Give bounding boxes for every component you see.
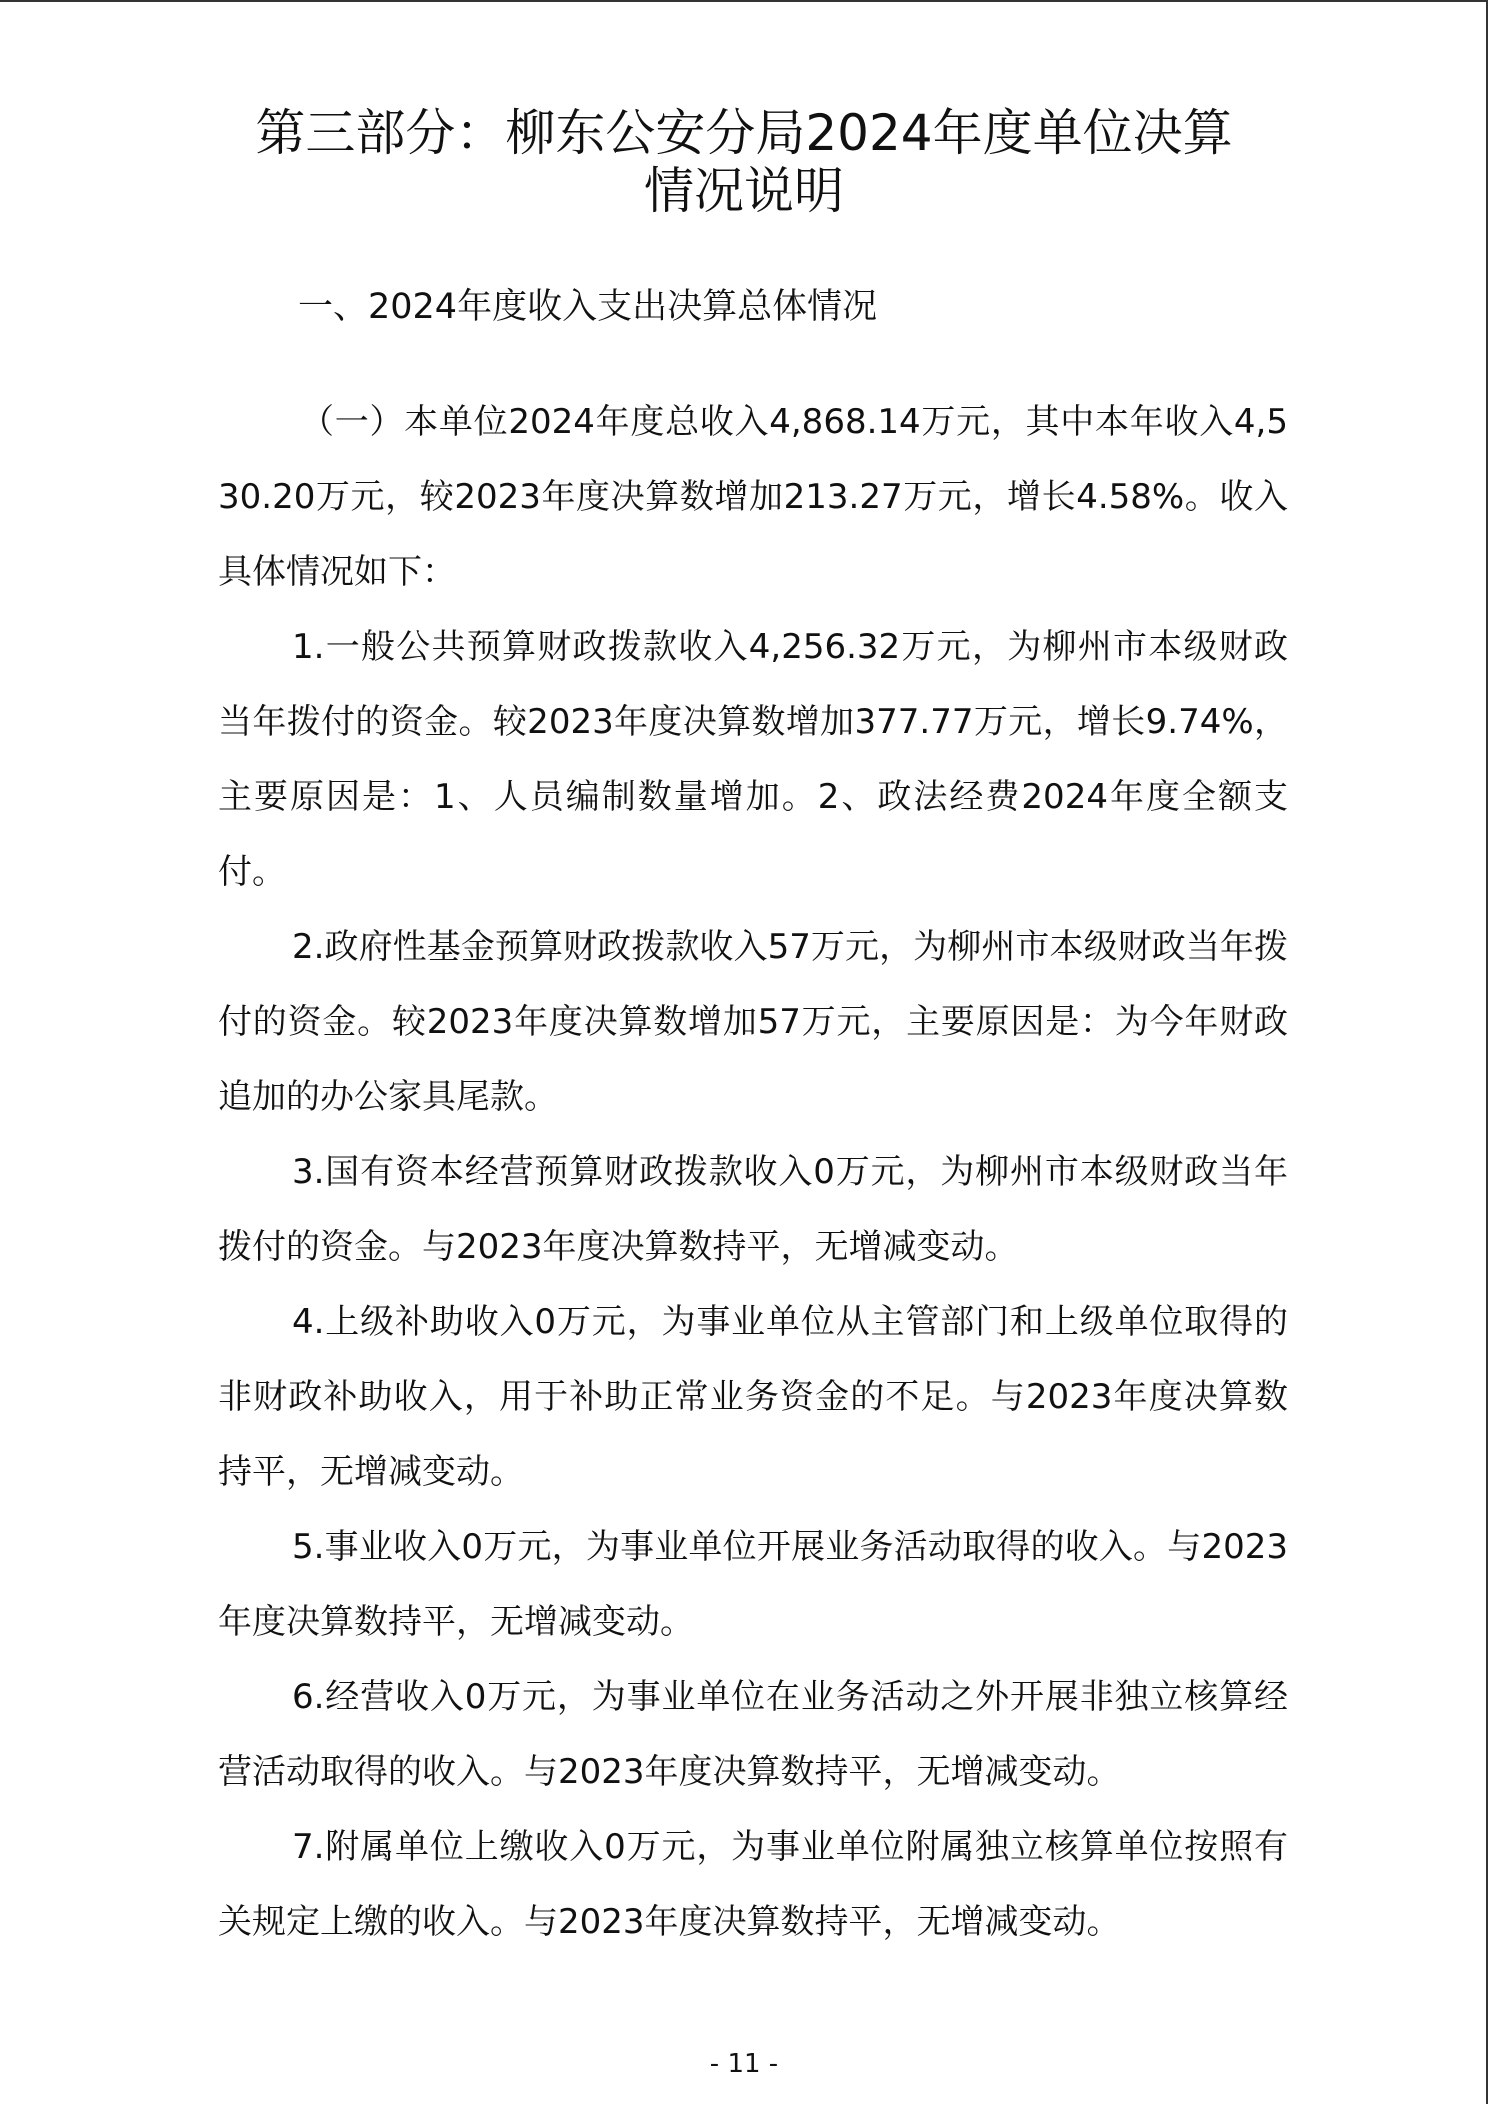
page-title <box>160 104 1328 220</box>
paragraph-business-income: 5.事业收入0万元，为事业单位开展业务活动取得的收入。与2023年度决算数持平，无增减变动。 <box>218 1527 1288 1642</box>
paragraph-general-budget: 1.一般公共预算财政拨款收入4,256.32万元，为柳州市本级财政当年拨付的资金。较2023年度决算数增加377.77万元，增长9.74%，主要原因是：1、人员编制数量增加。2、政法经费2024年度全额支付。 <box>218 627 1288 892</box>
paragraph-government-fund: 2.政府性基金预算财政拨款收入57万元，为柳州市本级财政当年拨付的资金。较2023年度决算数增加57万元，主要原因是：为今年财政追加的办公家具尾款。 <box>218 927 1288 1117</box>
paragraph-affiliated-income: 7.附属单位上缴收入0万元，为事业单位附属独立核算单位按照有关规定上缴的收入。与2023年度决算数持平，无增减变动。 <box>218 1827 1288 1942</box>
page-number: - 11 - <box>709 2049 779 2079</box>
title-line-2: 情况说明 <box>644 162 844 220</box>
paragraph-superior-subsidy: 4.上级补助收入0万元，为事业单位从主管部门和上级单位取得的非财政补助收入，用于补助正常业务资金的不足。与2023年度决算数持平，无增减变动。 <box>218 1302 1288 1492</box>
section-heading: 一、2024年度收入支出决算总体情况 <box>298 287 878 327</box>
title-line-1: 第三部分：柳东公安分局2024年度单位决算 <box>255 104 1233 162</box>
paragraph-total-income: （一）本单位2024年度总收入4,868.14万元，其中本年收入4,530.20万元，较2023年度决算数增加213.27万元，增长4.58%。收入具体情况如下： <box>218 402 1288 592</box>
paragraph-operating-income: 6.经营收入0万元，为事业单位在业务活动之外开展非独立核算经营活动取得的收入。与2023年度决算数持平，无增减变动。 <box>218 1677 1288 1792</box>
body-text <box>218 385 1288 1960</box>
paragraph-state-capital: 3.国有资本经营预算财政拨款收入0万元，为柳州市本级财政当年拨付的资金。与2023年度决算数持平，无增减变动。 <box>218 1152 1288 1267</box>
